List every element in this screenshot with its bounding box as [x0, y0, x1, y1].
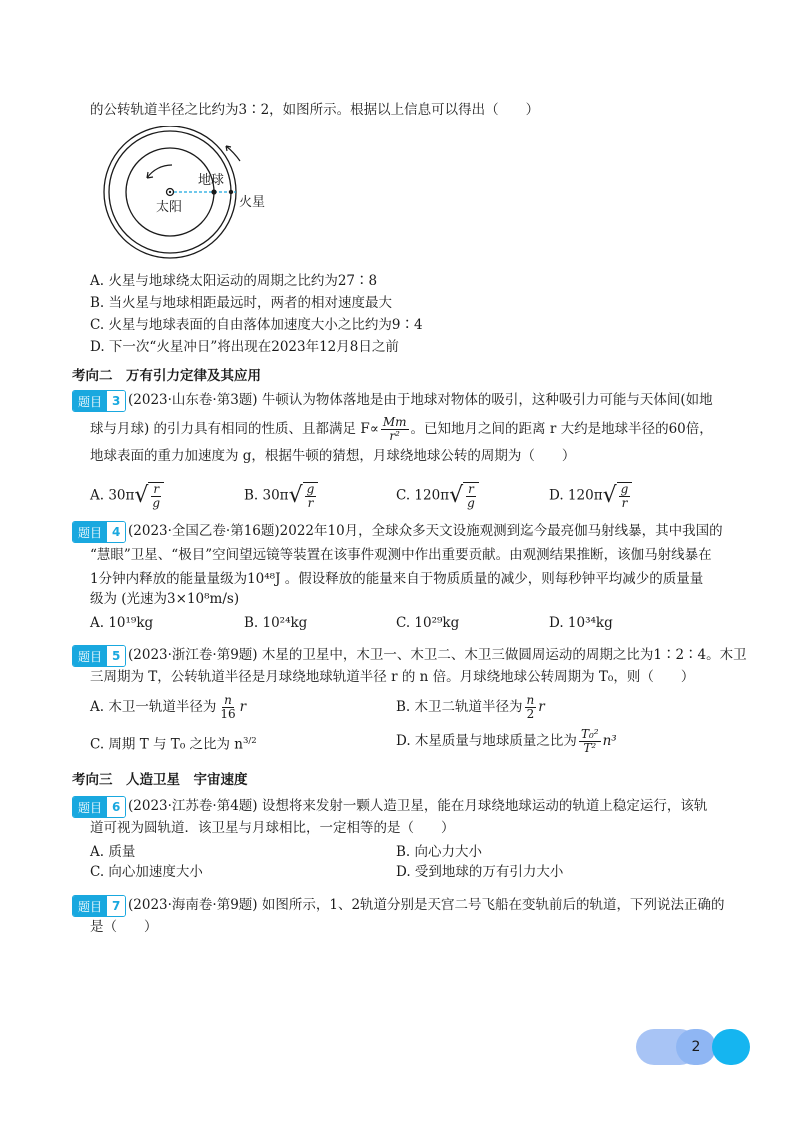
q6-option-a: A. 质量 [90, 844, 136, 860]
q4-option-b: B. 10²⁴kg [244, 615, 308, 631]
q2-option-d: D. 下一次“火星冲日”将出现在2023年12月8日之前 [90, 339, 399, 355]
page-number: 2 [691, 1039, 701, 1055]
q2-option-c: C. 火星与地球表面的自由落体加速度大小之比约为9∶4 [90, 317, 423, 333]
pager-right-pill [712, 1029, 750, 1065]
q3-line-2 [90, 416, 713, 443]
question-tag-6: 题目 6 [72, 796, 126, 818]
q4-option-d: D. 10³⁴kg [549, 615, 613, 631]
q4-line-1: (2023·全国乙卷·第16题)2022年10月，全球众多天文设施观测到迄今最亮伽马射线暴，其中我国的 [128, 523, 723, 539]
q4-option-c: C. 10²⁹kg [396, 615, 460, 631]
q5-option-a: A. 木卫一轨道半径为 $\frac{n}{16}$ r [90, 693, 247, 721]
q5-line-2: 三周期为 T，公转轨道半径是月球绕地球轨道半径 r 的 n 倍。月球绕地球公转周期为 T₀，则（ ） [90, 669, 695, 685]
tag-number: 3 [107, 391, 125, 411]
question-tag-7: 题目 7 [72, 895, 126, 917]
q6-option-c: C. 向心加速度大小 [90, 864, 203, 880]
orbit-diagram [100, 126, 280, 266]
q3-line-1: (2023·山东卷·第3题) 牛顿认为物体落地是由于地球对物体的吸引，这种吸引力可能与天体间(如地 [128, 392, 713, 408]
intro-line: 的公转轨道半径之比约为3∶2，如图所示。根据以上信息可以得出（ ） [90, 102, 540, 118]
q3-option-d: D. 120π √ $\frac{g}{r}$ [549, 482, 632, 510]
q4-line-4: 级为 (光速为3×10⁸m/s) [90, 591, 240, 607]
earth-marker [211, 189, 216, 194]
mars-label: 火星 [239, 195, 266, 210]
q3-line-2-a: 球与月球) 的引力具有相同的性质、且都满足 F∝ [90, 421, 379, 437]
q2-option-b: B. 当火星与地球相距最远时，两者的相对速度最大 [90, 295, 393, 311]
q5-option-b: B. 木卫二轨道半径为 $\frac{n}{2}$ r [396, 693, 545, 721]
q3-option-c: C. 120π √ $\frac{r}{g}$ [396, 482, 479, 510]
q3-line-3: 地球表面的重力加速度为 g，根据牛顿的猜想，月球绕地球公转的周期为（ ） [90, 448, 576, 464]
sun-label: 太阳 [156, 200, 183, 215]
earth-label: 地球 [198, 173, 225, 188]
q4-line-3: 1分钟内释放的能量量级为10⁴⁸J 。假设释放的能量来自于物质质量的减少，则每秒钟平均减少的质量量 [90, 571, 704, 587]
q4-line-2: “慧眼”卫星、“极目”空间望远镜等装置在该事件观测中作出重要贡献。由观测结果推断，该伽马射线暴在 [90, 547, 712, 563]
question-tag-5: 题目 5 [72, 645, 126, 667]
q2-option-a: A. 火星与地球绕太阳运动的周期之比约为27∶8 [90, 273, 378, 289]
q6-line-1: (2023·江苏卷·第4题) 设想将来发射一颗人造卫星，能在月球绕地球运动的轨道上稳定运行，该轨 [128, 798, 708, 814]
q3-line-2-b: 。已知地月之间的距离 r 大约是地球半径的60倍， [410, 421, 713, 437]
mars-marker [229, 190, 233, 194]
q5-option-d: D. 木星质量与地球质量之比为 $\frac{\text{T₀²}}{\text{T²}}$ n³ [396, 727, 617, 755]
q7-line-2: 是（ ） [90, 919, 158, 935]
q5-option-c: C. 周期 T 与 T₀ 之比为 $n^{3/2}$ [90, 736, 257, 753]
q3-option-b: B. 30π √ $\frac{g}{r}$ [244, 482, 318, 510]
q3-fraction: $\frac{Mm}{\text{r²}}$ [382, 415, 407, 443]
q4-option-a: A. 10¹⁹kg [90, 615, 154, 631]
q7-line-1: (2023·海南卷·第9题) 如图所示，1、2轨道分别是天宫二号飞船在变轨前后的轨道，下列说法正确的 [128, 897, 725, 913]
q6-option-b: B. 向心力大小 [396, 844, 483, 860]
section-heading-3: 考向三 人造卫星 宇宙速度 [72, 772, 248, 788]
question-tag-3 [72, 390, 126, 412]
q3-option-a: A. 30π √ $\frac{r}{g}$ [90, 482, 164, 510]
question-tag-4: 题目 4 [72, 521, 126, 543]
q5-line-1: (2023·浙江卷·第9题) 木星的卫星中，木卫一、木卫二、木卫三做圆周运动的周期之比为1∶2∶4。木卫 [128, 647, 747, 663]
section-heading-2: 考向二 万有引力定律及其应用 [72, 368, 261, 384]
q6-line-2: 道可视为圆轨道．该卫星与月球相比，一定相等的是（ ） [90, 820, 455, 836]
tag-label: 题目 [73, 391, 107, 411]
q6-option-d: D. 受到地球的万有引力大小 [396, 864, 564, 880]
